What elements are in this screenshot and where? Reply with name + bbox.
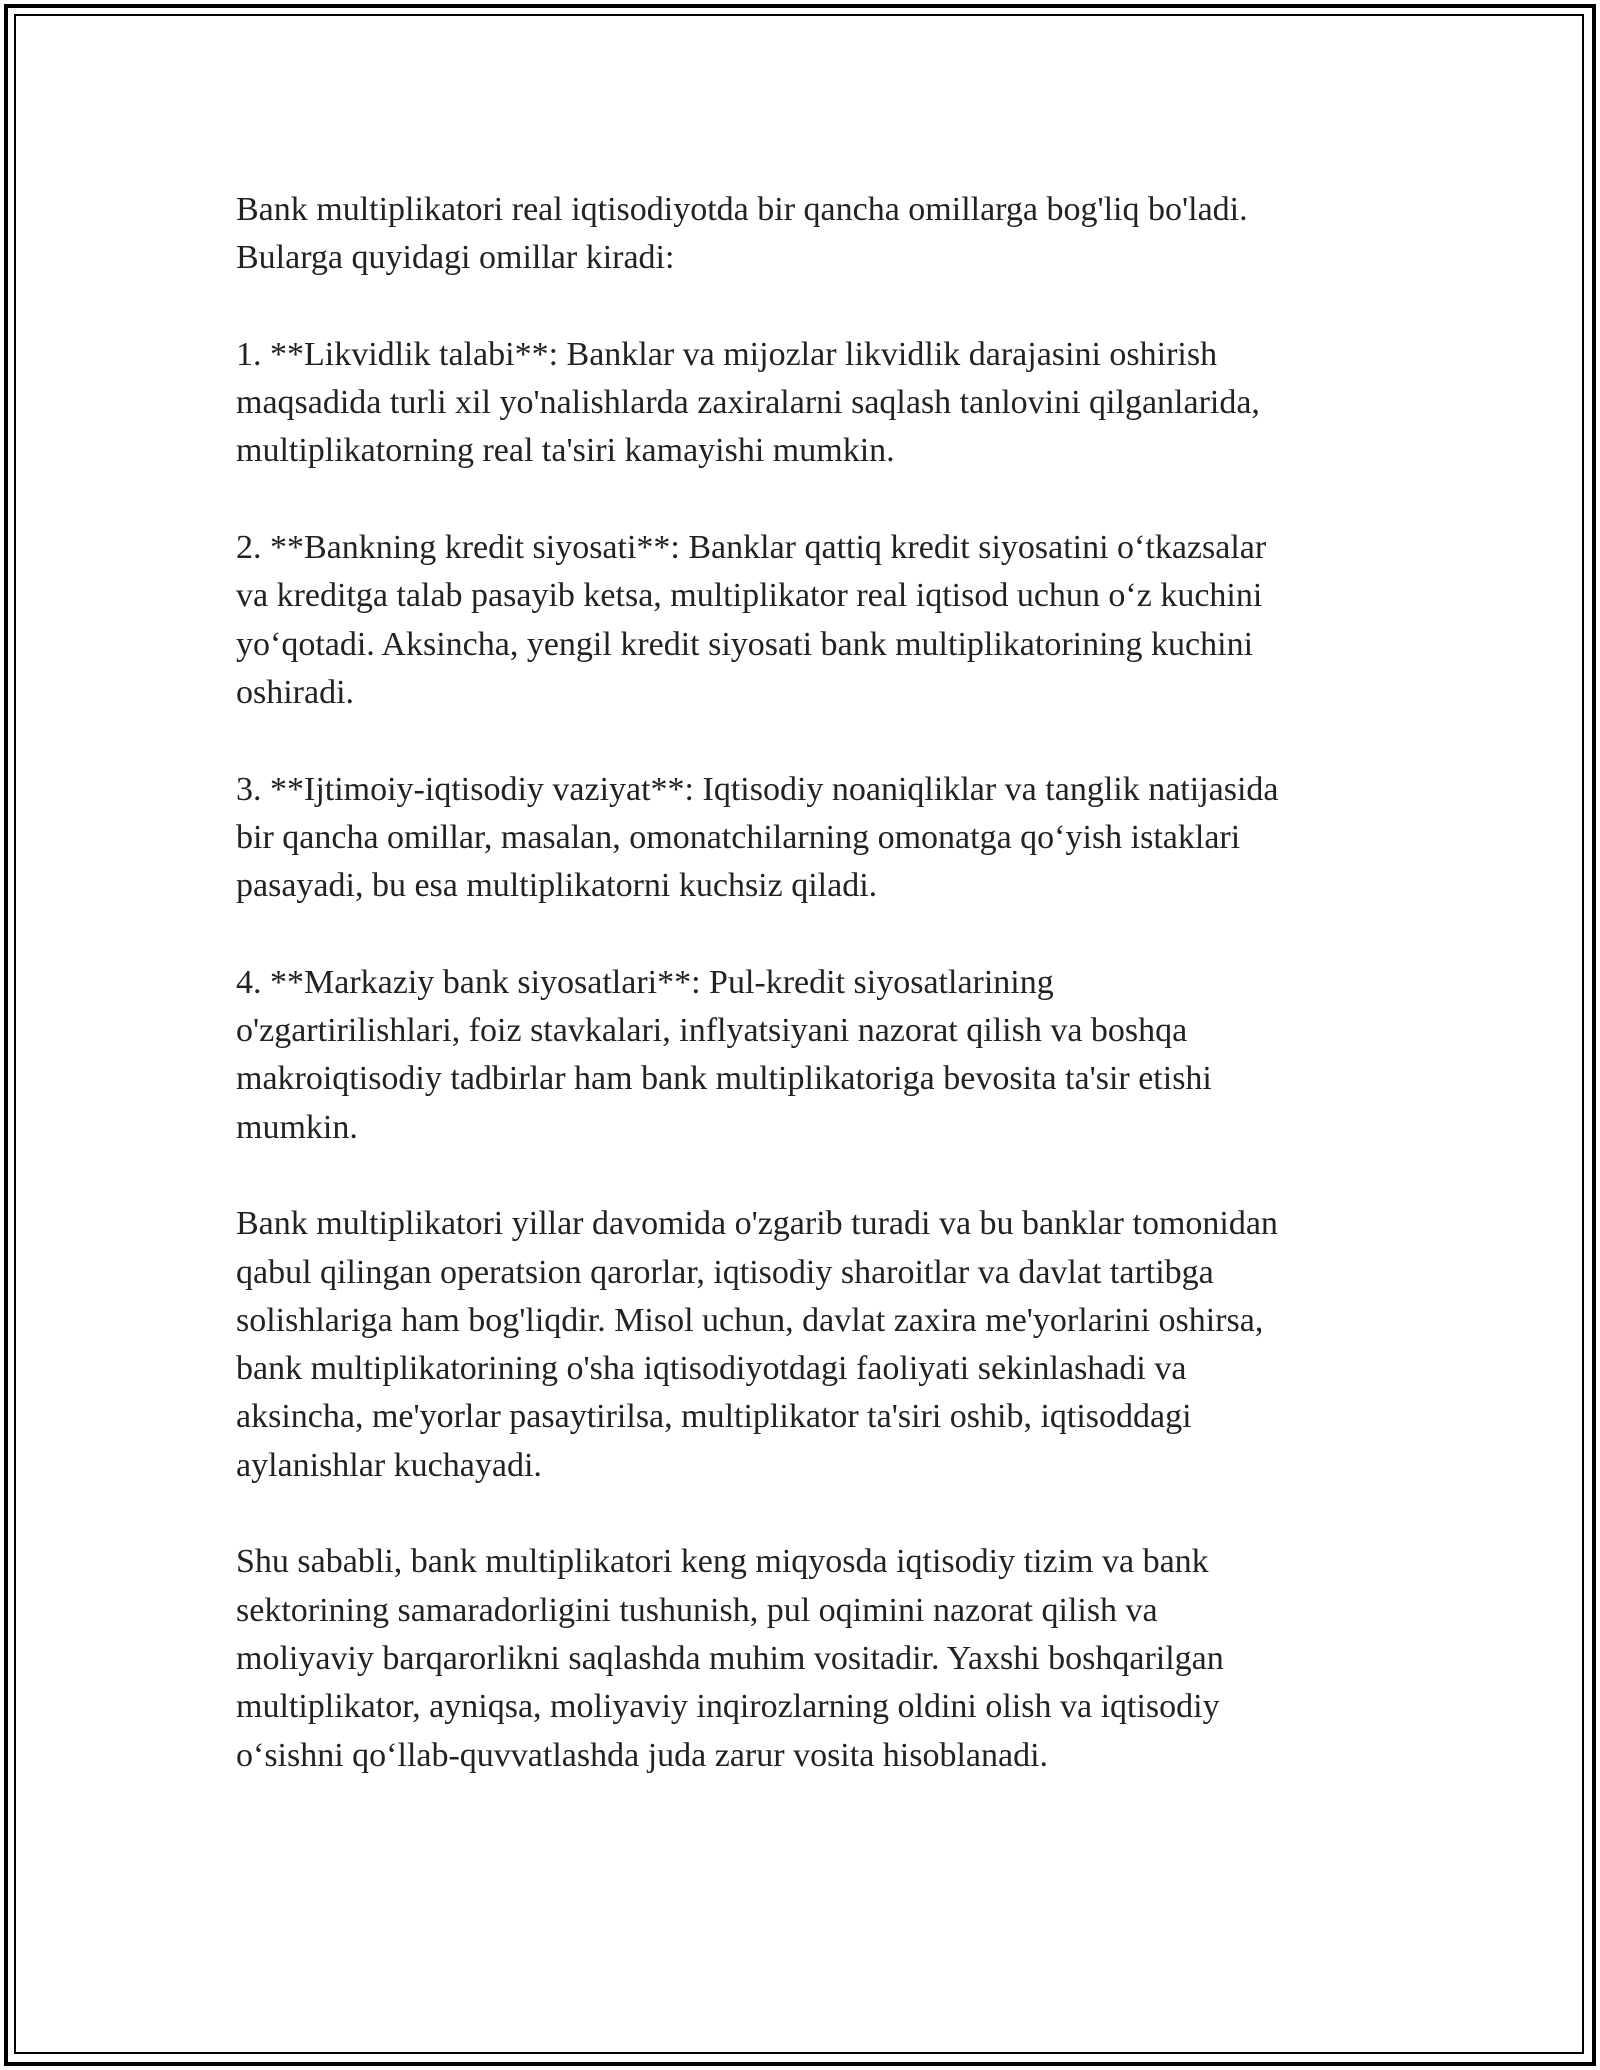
body-paragraph-changes: Bank multiplikatori yillar davomida o'zgarib turadi va bu banklar tomonidan qabul qilingan operatsion qarorlar, iqtisodiy sharoitlar va davlat tartibga solishlariga ham bog'liqdir. Misol uchun, davlat zaxira me'yorlarini oshirsa, bank multiplikatorining o'sha iqtisodiyotdagi faoliyati sekinlashadi va aksincha, me'yorlar pasaytirilsa, multiplikator ta'siri oshib, iqtisoddagi aylanishlar kuchayadi. [236,1205,1278,1484]
list-item-socio-economic: 3. **Ijtimoiy-iqtisodiy vaziyat**: Iqtisodiy noaniqliklar va tanglik natijasida bir qancha omillar, masalan, omonatchilarning omonatga qo‘yish istaklari pasayadi, bu esa multiplikatorni kuchsiz qiladi. [236,770,1279,905]
document-body [236,186,1396,1828]
list-item-central-bank: 4. **Markaziy bank siyosatlari**: Pul-kredit siyosatlarining o'zgartirilishlari, foiz stavkalari, inflyatsiyani nazorat qilish va boshqa makroiqtisodiy tadbirlar ham bank multiplikatoriga bevosita ta'sir etishi mumkin. [236,963,1212,1146]
list-item-credit-policy: 2. **Bankning kredit siyosati**: Banklar qattiq kredit siyosatini o‘tkazsalar va kreditga talab pasayib ketsa, multiplikator real iqtisod uchun o‘z kuchini yo‘qotadi. Aksincha, yengil kredit siyosati bank multiplikatorining kuchini oshiradi. [236,529,1267,711]
conclusion-paragraph: Shu sababli, bank multiplikatori keng miqyosda iqtisodiy tizim va bank sektorining samaradorligini tushunish, pul oqimini nazorat qilish va moliyaviy barqarorlikni saqlashda muhim vositadir. Yaxshi boshqarilgan multiplikator, ayniqsa, moliyaviy inqirozlarning oldini olish va iqtisodiy o‘sishni qo‘llab-quvvatlashda juda zarur vosita hisoblanadi. [236,1543,1224,1774]
intro-paragraph: Bank multiplikatori real iqtisodiyotda bir qancha omillarga bog'liq bo'ladi. Bularga quyidagi omillar kiradi: [236,191,1248,277]
list-item-liquidity: 1. **Likvidlik talabi**: Banklar va mijozlar likvidlik darajasini oshirish maqsadida turli xil yo'nalishlarda zaxiralarni saqlash tanlovini qilganlarida, multiplikatorning real ta'siri kamayishi mumkin. [236,335,1260,470]
